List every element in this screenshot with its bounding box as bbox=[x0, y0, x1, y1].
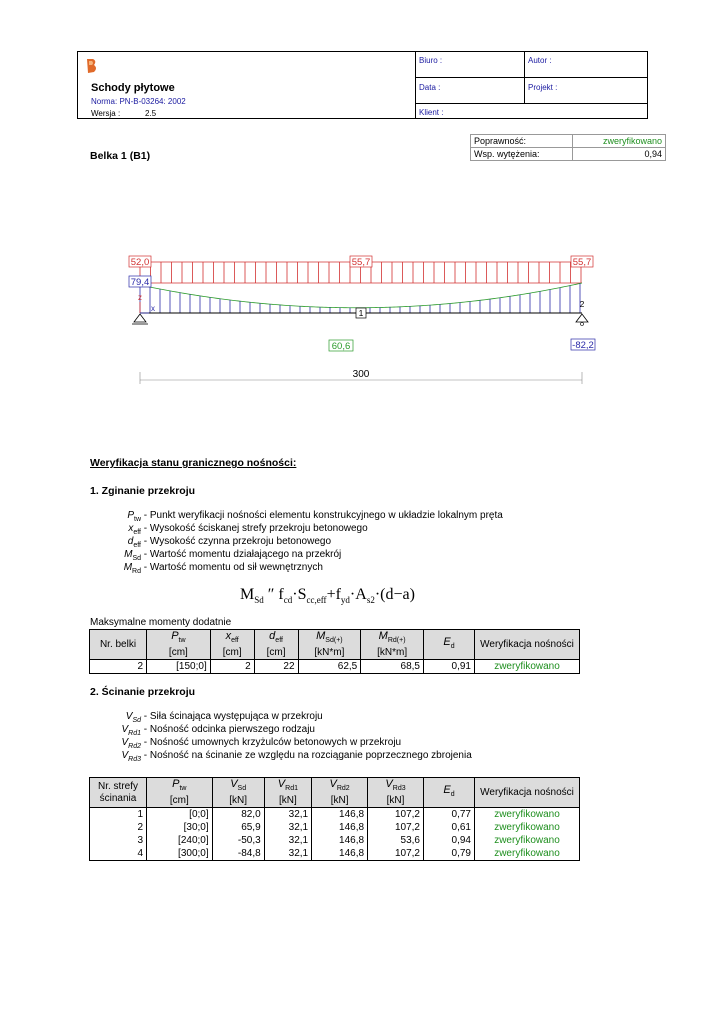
shear-legend-item: $V_{Rd1}$ - Nośność odcinka pierwszego rodzaju bbox=[121, 724, 315, 737]
status-row-correctness: Poprawność: zweryfikowano bbox=[471, 135, 666, 148]
shear-title: 2. Ścinanie przekroju bbox=[90, 686, 196, 698]
autor-field: Autor : bbox=[528, 56, 552, 65]
beam-title: Belka 1 (B1) bbox=[90, 150, 151, 162]
shear-results-table: Nr. strefy ścinania $P_{tw}$ [cm] $V_{Sd}$ [kN] $V_{Rd1}$ [kN] $V_{Rd2}$ [kN] $V_{Rd3}$ [kN] $E_d$ Weryfikacja nośności 1 [0;0] 82,0 32,1 146,8 107,2 0,77 zweryfikowano 2 [30;0] 65,9 32,1 146,8 107,2 0,61 zweryfikowano 3 [240;0] -50,3 32,1 146,8 53,6 0,94 zweryfikowano 4 [300;0] -84,8 32,1 146,8 107,2 0,79 zweryfikowano bbox=[89, 777, 580, 861]
table-row: 2 [150;0] 2 22 62,5 68,5 0,91 zweryfikowano bbox=[90, 660, 580, 674]
bending-legend-item: $x_{eff}$ - Wysokość ściskanej strefy przekroju betonowego bbox=[128, 523, 368, 536]
biuro-field: Biuro : bbox=[419, 56, 443, 65]
klient-field: Klient : bbox=[419, 108, 444, 117]
x-axis-label: x bbox=[151, 304, 155, 313]
bending-results-table: Nr. belki $P_{tw}$ [cm] $x_{eff}$ [cm] $d_{eff}$ [cm] $M_{Sd(+)}$ [kN*m] $M_{Rd(+)}$ [kN*m] $E_d$ Weryfikacja nośności 2 [150;0] 2 22 62,5 68,5 0,91 zweryfikowano bbox=[89, 629, 580, 674]
status-table bbox=[470, 134, 666, 161]
positive-moment-diagram bbox=[140, 283, 582, 308]
span-label: 300 bbox=[352, 369, 370, 380]
table-row: 2 [30;0] 65,9 32,1 146,8 107,2 0,61 zweryfikowano bbox=[90, 821, 580, 834]
beam-force-diagram bbox=[0, 240, 724, 390]
moment-positive-value: 60,6 bbox=[331, 341, 351, 352]
utilization-value: 0,94 bbox=[573, 148, 666, 161]
bending-legend-item: $P_{tw}$ - Punkt weryfikacji nośności elementu konstrukcyjnego w układzie lokalnym pręta bbox=[127, 510, 503, 523]
app-title: Schody płytowe bbox=[91, 82, 175, 94]
left-support-icon bbox=[132, 314, 148, 324]
right-support-icon bbox=[576, 314, 588, 326]
status-row-utilization: Wsp. wytężenia: 0,94 bbox=[471, 148, 666, 161]
bending-table-caption: Maksymalne momenty dodatnie bbox=[90, 617, 232, 628]
version-value: 2.5 bbox=[145, 109, 157, 118]
shear-left-value: 52,0 bbox=[130, 257, 150, 268]
shear-right-value: 55,7 bbox=[572, 257, 592, 268]
document-header bbox=[77, 51, 648, 119]
shear-mid-value: 55,7 bbox=[351, 257, 371, 268]
bending-legend-item: $M_{Sd}$ - Wartość momentu działającego na przekrój bbox=[124, 549, 342, 562]
table-row: 4 [300;0] -84,8 32,1 146,8 107,2 0,79 zweryfikowano bbox=[90, 847, 580, 861]
element-number: 1 bbox=[358, 308, 364, 318]
node-number: 2 bbox=[579, 299, 585, 309]
verification-title: Weryfikacja stanu granicznego nośności: bbox=[90, 457, 297, 469]
projekt-field: Projekt : bbox=[528, 83, 558, 92]
shear-legend-item: $V_{Rd2}$ - Nośność umownych krzyżulców betonowych w przekroju bbox=[121, 737, 402, 750]
bending-legend-item: $M_{Rd}$ - Wartość momentu od sił wewnętrznych bbox=[123, 562, 323, 575]
moment-right-value: -82,2 bbox=[572, 340, 594, 351]
bending-formula: $M_{Sd}$ ″ $f_{cd}\cdot S_{cc,eff}+f_{yd}\cdot A_{s2}\cdot(d-a)$ bbox=[240, 586, 415, 606]
table-row: 1 [0;0] 82,0 32,1 146,8 107,2 0,77 zweryfikowano bbox=[90, 808, 580, 822]
correctness-value: zweryfikowano bbox=[573, 135, 666, 148]
data-field: Data : bbox=[419, 83, 441, 92]
shear-legend-item: $V_{Sd}$ - Siła ścinająca występująca w przekroju bbox=[125, 711, 323, 724]
moment-left-value: 79,4 bbox=[130, 277, 150, 288]
app-logo-icon bbox=[86, 58, 98, 74]
bending-legend-item: $d_{eff}$ - Wysokość czynna przekroju betonowego bbox=[127, 536, 332, 549]
z-axis-label: z bbox=[138, 293, 142, 302]
shear-legend-item: $V_{Rd3}$ - Nośność na ścinanie ze względu na rozciąganie poprzecznego zbrojenia bbox=[121, 750, 472, 763]
bending-title: 1. Zginanie przekroju bbox=[90, 485, 196, 497]
norm-label: Norma: PN-B-03264: 2002 bbox=[91, 97, 186, 106]
table-row: 3 [240;0] -50,3 32,1 146,8 53,6 0,94 zweryfikowano bbox=[90, 834, 580, 847]
version-label: Wersja : bbox=[91, 109, 121, 118]
